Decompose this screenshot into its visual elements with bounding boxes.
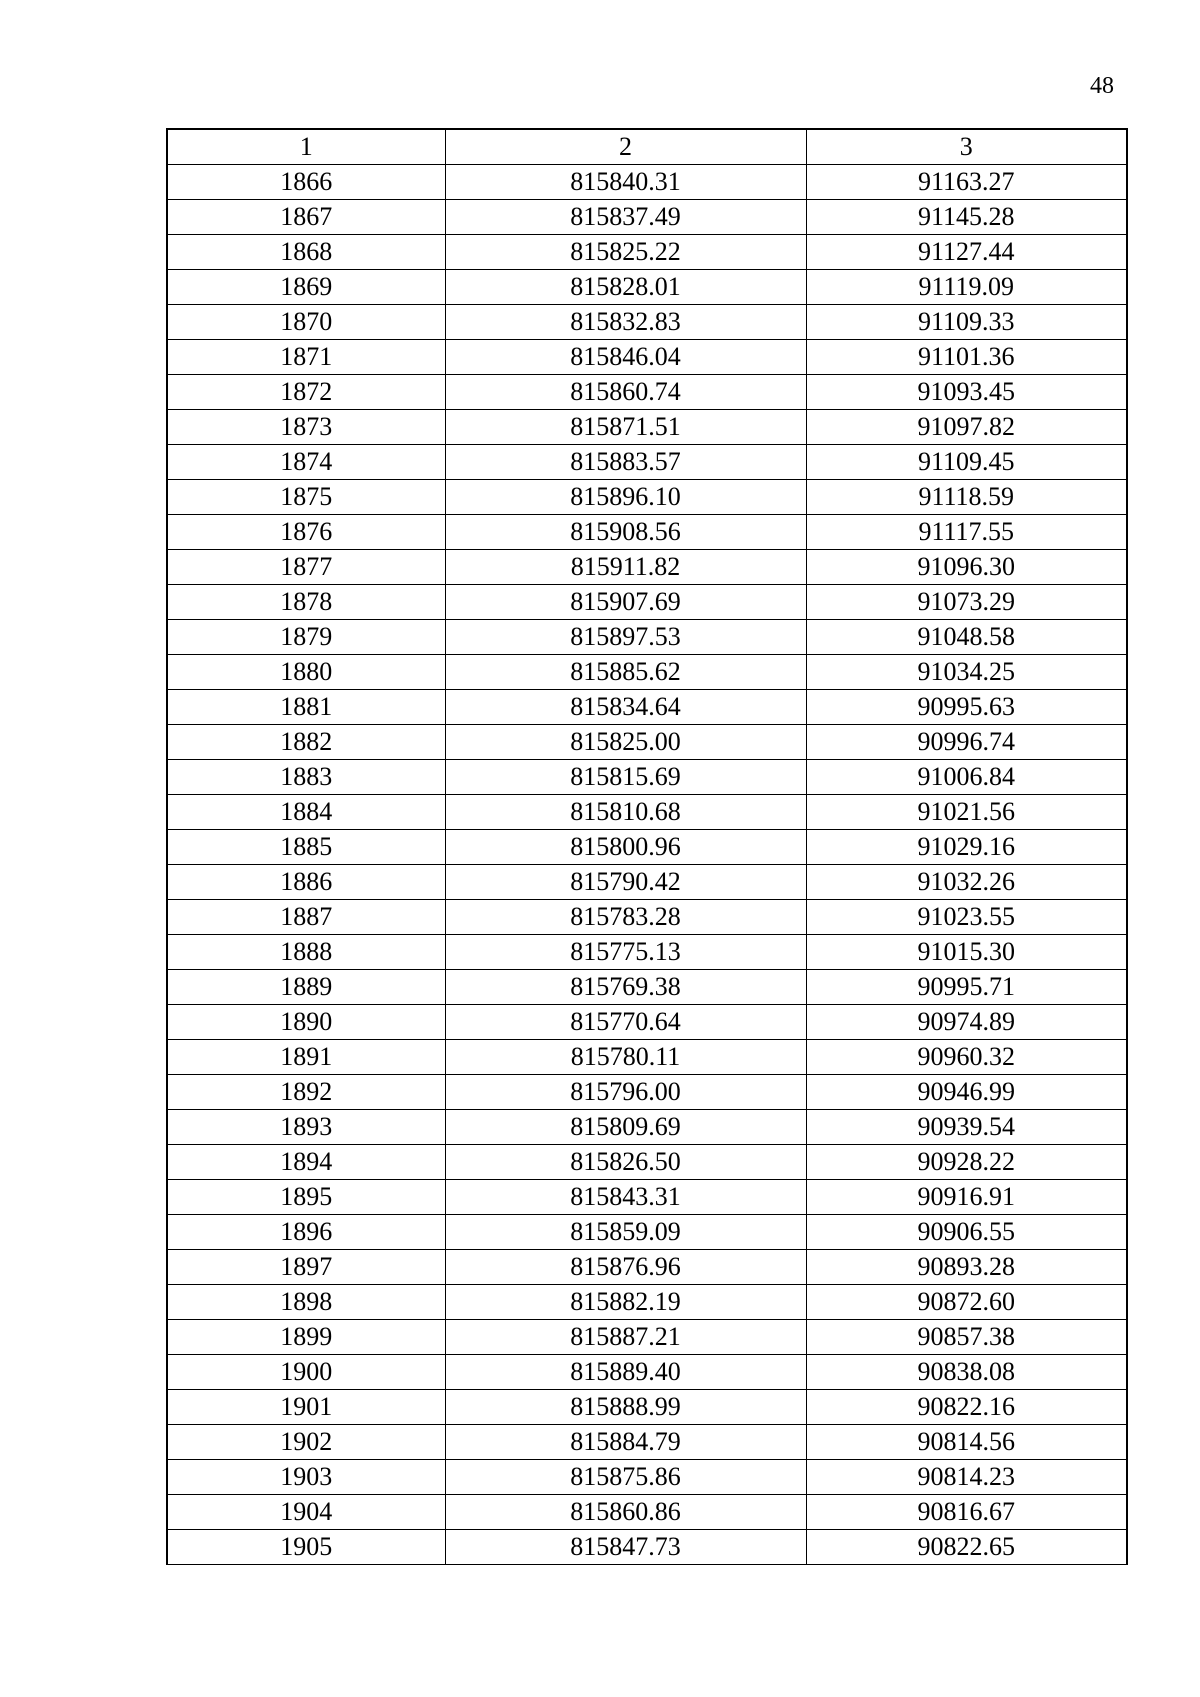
x-coordinate-cell: 815860.74	[445, 375, 806, 410]
y-coordinate-cell: 90893.28	[806, 1250, 1127, 1285]
y-coordinate-cell: 91021.56	[806, 795, 1127, 830]
y-coordinate-cell: 91118.59	[806, 480, 1127, 515]
y-coordinate-cell: 91034.25	[806, 655, 1127, 690]
x-coordinate-cell: 815840.31	[445, 165, 806, 200]
x-coordinate-cell: 815825.22	[445, 235, 806, 270]
point-number-cell: 1885	[167, 830, 445, 865]
y-coordinate-cell: 91032.26	[806, 865, 1127, 900]
table-row	[167, 865, 1127, 900]
point-number-cell: 1875	[167, 480, 445, 515]
table-row	[167, 340, 1127, 375]
point-number-cell: 1869	[167, 270, 445, 305]
y-coordinate-cell: 91048.58	[806, 620, 1127, 655]
table-row	[167, 445, 1127, 480]
table-row	[167, 235, 1127, 270]
table-row	[167, 1145, 1127, 1180]
point-number-cell: 1902	[167, 1425, 445, 1460]
point-number-cell: 1874	[167, 445, 445, 480]
x-coordinate-cell: 815770.64	[445, 1005, 806, 1040]
table-row	[167, 795, 1127, 830]
y-coordinate-cell: 90916.91	[806, 1180, 1127, 1215]
x-coordinate-cell: 815911.82	[445, 550, 806, 585]
y-coordinate-cell: 91029.16	[806, 830, 1127, 865]
point-number-cell: 1866	[167, 165, 445, 200]
point-number-cell: 1903	[167, 1460, 445, 1495]
table-row	[167, 550, 1127, 585]
y-coordinate-cell: 91101.36	[806, 340, 1127, 375]
table-row	[167, 1530, 1127, 1565]
point-number-cell: 1893	[167, 1110, 445, 1145]
x-coordinate-cell: 815810.68	[445, 795, 806, 830]
y-coordinate-cell: 91006.84	[806, 760, 1127, 795]
table-row	[167, 1075, 1127, 1110]
table-row	[167, 200, 1127, 235]
table-row	[167, 1040, 1127, 1075]
x-coordinate-cell: 815783.28	[445, 900, 806, 935]
y-coordinate-cell: 91127.44	[806, 235, 1127, 270]
point-number-cell: 1901	[167, 1390, 445, 1425]
y-coordinate-cell: 90928.22	[806, 1145, 1127, 1180]
x-coordinate-cell: 815885.62	[445, 655, 806, 690]
table-row	[167, 1110, 1127, 1145]
x-coordinate-cell: 815832.83	[445, 305, 806, 340]
table-row	[167, 620, 1127, 655]
y-coordinate-cell: 90995.71	[806, 970, 1127, 1005]
table-row	[167, 1355, 1127, 1390]
y-coordinate-cell: 91096.30	[806, 550, 1127, 585]
point-number-cell: 1876	[167, 515, 445, 550]
table-row	[167, 935, 1127, 970]
point-number-cell: 1889	[167, 970, 445, 1005]
table-row	[167, 1180, 1127, 1215]
point-number-cell: 1887	[167, 900, 445, 935]
point-number-cell: 1872	[167, 375, 445, 410]
y-coordinate-cell: 91117.55	[806, 515, 1127, 550]
table-row	[167, 305, 1127, 340]
y-coordinate-cell: 90974.89	[806, 1005, 1127, 1040]
point-number-cell: 1886	[167, 865, 445, 900]
table-row	[167, 1250, 1127, 1285]
x-coordinate-cell: 815875.86	[445, 1460, 806, 1495]
table-row	[167, 1425, 1127, 1460]
x-coordinate-cell: 815809.69	[445, 1110, 806, 1145]
x-coordinate-cell: 815834.64	[445, 690, 806, 725]
x-coordinate-cell: 815887.21	[445, 1320, 806, 1355]
y-coordinate-cell: 90822.65	[806, 1530, 1127, 1565]
point-number-cell: 1895	[167, 1180, 445, 1215]
x-coordinate-cell: 815889.40	[445, 1355, 806, 1390]
point-number-cell: 1894	[167, 1145, 445, 1180]
table-row	[167, 970, 1127, 1005]
x-coordinate-cell: 815847.73	[445, 1530, 806, 1565]
table-row	[167, 165, 1127, 200]
x-coordinate-cell: 815775.13	[445, 935, 806, 970]
point-number-cell: 1881	[167, 690, 445, 725]
x-coordinate-cell: 815896.10	[445, 480, 806, 515]
table-row	[167, 515, 1127, 550]
point-number-cell: 1905	[167, 1530, 445, 1565]
x-coordinate-cell: 815769.38	[445, 970, 806, 1005]
point-number-cell: 1880	[167, 655, 445, 690]
x-coordinate-cell: 815907.69	[445, 585, 806, 620]
table-row	[167, 1495, 1127, 1530]
table-row	[167, 830, 1127, 865]
table-row	[167, 480, 1127, 515]
table-row	[167, 725, 1127, 760]
point-number-cell: 1879	[167, 620, 445, 655]
table-row	[167, 585, 1127, 620]
point-number-cell: 1896	[167, 1215, 445, 1250]
x-coordinate-cell: 815888.99	[445, 1390, 806, 1425]
y-coordinate-cell: 91023.55	[806, 900, 1127, 935]
y-coordinate-cell: 91093.45	[806, 375, 1127, 410]
table-row	[167, 1320, 1127, 1355]
x-coordinate-cell: 815837.49	[445, 200, 806, 235]
column-header: 2	[445, 129, 806, 165]
table-row	[167, 690, 1127, 725]
y-coordinate-cell: 90939.54	[806, 1110, 1127, 1145]
point-number-cell: 1897	[167, 1250, 445, 1285]
x-coordinate-cell: 815828.01	[445, 270, 806, 305]
point-number-cell: 1899	[167, 1320, 445, 1355]
point-number-cell: 1883	[167, 760, 445, 795]
table-row	[167, 1390, 1127, 1425]
y-coordinate-cell: 90838.08	[806, 1355, 1127, 1390]
x-coordinate-cell: 815780.11	[445, 1040, 806, 1075]
table-row	[167, 655, 1127, 690]
x-coordinate-cell: 815815.69	[445, 760, 806, 795]
y-coordinate-cell: 90996.74	[806, 725, 1127, 760]
point-number-cell: 1900	[167, 1355, 445, 1390]
y-coordinate-cell: 91119.09	[806, 270, 1127, 305]
y-coordinate-cell: 90814.56	[806, 1425, 1127, 1460]
y-coordinate-cell: 90960.32	[806, 1040, 1127, 1075]
point-number-cell: 1867	[167, 200, 445, 235]
y-coordinate-cell: 91163.27	[806, 165, 1127, 200]
y-coordinate-cell: 91015.30	[806, 935, 1127, 970]
point-number-cell: 1891	[167, 1040, 445, 1075]
point-number-cell: 1878	[167, 585, 445, 620]
table-row	[167, 1285, 1127, 1320]
y-coordinate-cell: 90857.38	[806, 1320, 1127, 1355]
x-coordinate-cell: 815883.57	[445, 445, 806, 480]
point-number-cell: 1873	[167, 410, 445, 445]
table-row	[167, 375, 1127, 410]
point-number-cell: 1898	[167, 1285, 445, 1320]
y-coordinate-cell: 91109.33	[806, 305, 1127, 340]
point-number-cell: 1904	[167, 1495, 445, 1530]
table-row	[167, 760, 1127, 795]
x-coordinate-cell: 815871.51	[445, 410, 806, 445]
y-coordinate-cell: 91097.82	[806, 410, 1127, 445]
point-number-cell: 1882	[167, 725, 445, 760]
x-coordinate-cell: 815825.00	[445, 725, 806, 760]
y-coordinate-cell: 90822.16	[806, 1390, 1127, 1425]
x-coordinate-cell: 815826.50	[445, 1145, 806, 1180]
point-number-cell: 1884	[167, 795, 445, 830]
x-coordinate-cell: 815846.04	[445, 340, 806, 375]
x-coordinate-cell: 815882.19	[445, 1285, 806, 1320]
table-row	[167, 410, 1127, 445]
table-row	[167, 270, 1127, 305]
table-row	[167, 1460, 1127, 1495]
y-coordinate-cell: 90814.23	[806, 1460, 1127, 1495]
x-coordinate-cell: 815897.53	[445, 620, 806, 655]
y-coordinate-cell: 90906.55	[806, 1215, 1127, 1250]
point-number-cell: 1870	[167, 305, 445, 340]
x-coordinate-cell: 815796.00	[445, 1075, 806, 1110]
y-coordinate-cell: 91145.28	[806, 200, 1127, 235]
x-coordinate-cell: 815860.86	[445, 1495, 806, 1530]
point-number-cell: 1868	[167, 235, 445, 270]
page-number: 48	[1090, 73, 1114, 99]
point-number-cell: 1888	[167, 935, 445, 970]
point-number-cell: 1892	[167, 1075, 445, 1110]
point-number-cell: 1877	[167, 550, 445, 585]
y-coordinate-cell: 90946.99	[806, 1075, 1127, 1110]
column-header: 3	[806, 129, 1127, 165]
table-row	[167, 1215, 1127, 1250]
y-coordinate-cell: 90872.60	[806, 1285, 1127, 1320]
y-coordinate-cell: 91109.45	[806, 445, 1127, 480]
table-row	[167, 900, 1127, 935]
table-header-row	[167, 129, 1127, 165]
x-coordinate-cell: 815790.42	[445, 865, 806, 900]
column-header: 1	[167, 129, 445, 165]
x-coordinate-cell: 815908.56	[445, 515, 806, 550]
table-body	[167, 165, 1127, 1565]
x-coordinate-cell: 815859.09	[445, 1215, 806, 1250]
y-coordinate-cell: 91073.29	[806, 585, 1127, 620]
x-coordinate-cell: 815884.79	[445, 1425, 806, 1460]
y-coordinate-cell: 90816.67	[806, 1495, 1127, 1530]
coordinates-table	[166, 128, 1128, 1565]
table-row	[167, 1005, 1127, 1040]
x-coordinate-cell: 815843.31	[445, 1180, 806, 1215]
point-number-cell: 1871	[167, 340, 445, 375]
point-number-cell: 1890	[167, 1005, 445, 1040]
x-coordinate-cell: 815800.96	[445, 830, 806, 865]
y-coordinate-cell: 90995.63	[806, 690, 1127, 725]
x-coordinate-cell: 815876.96	[445, 1250, 806, 1285]
